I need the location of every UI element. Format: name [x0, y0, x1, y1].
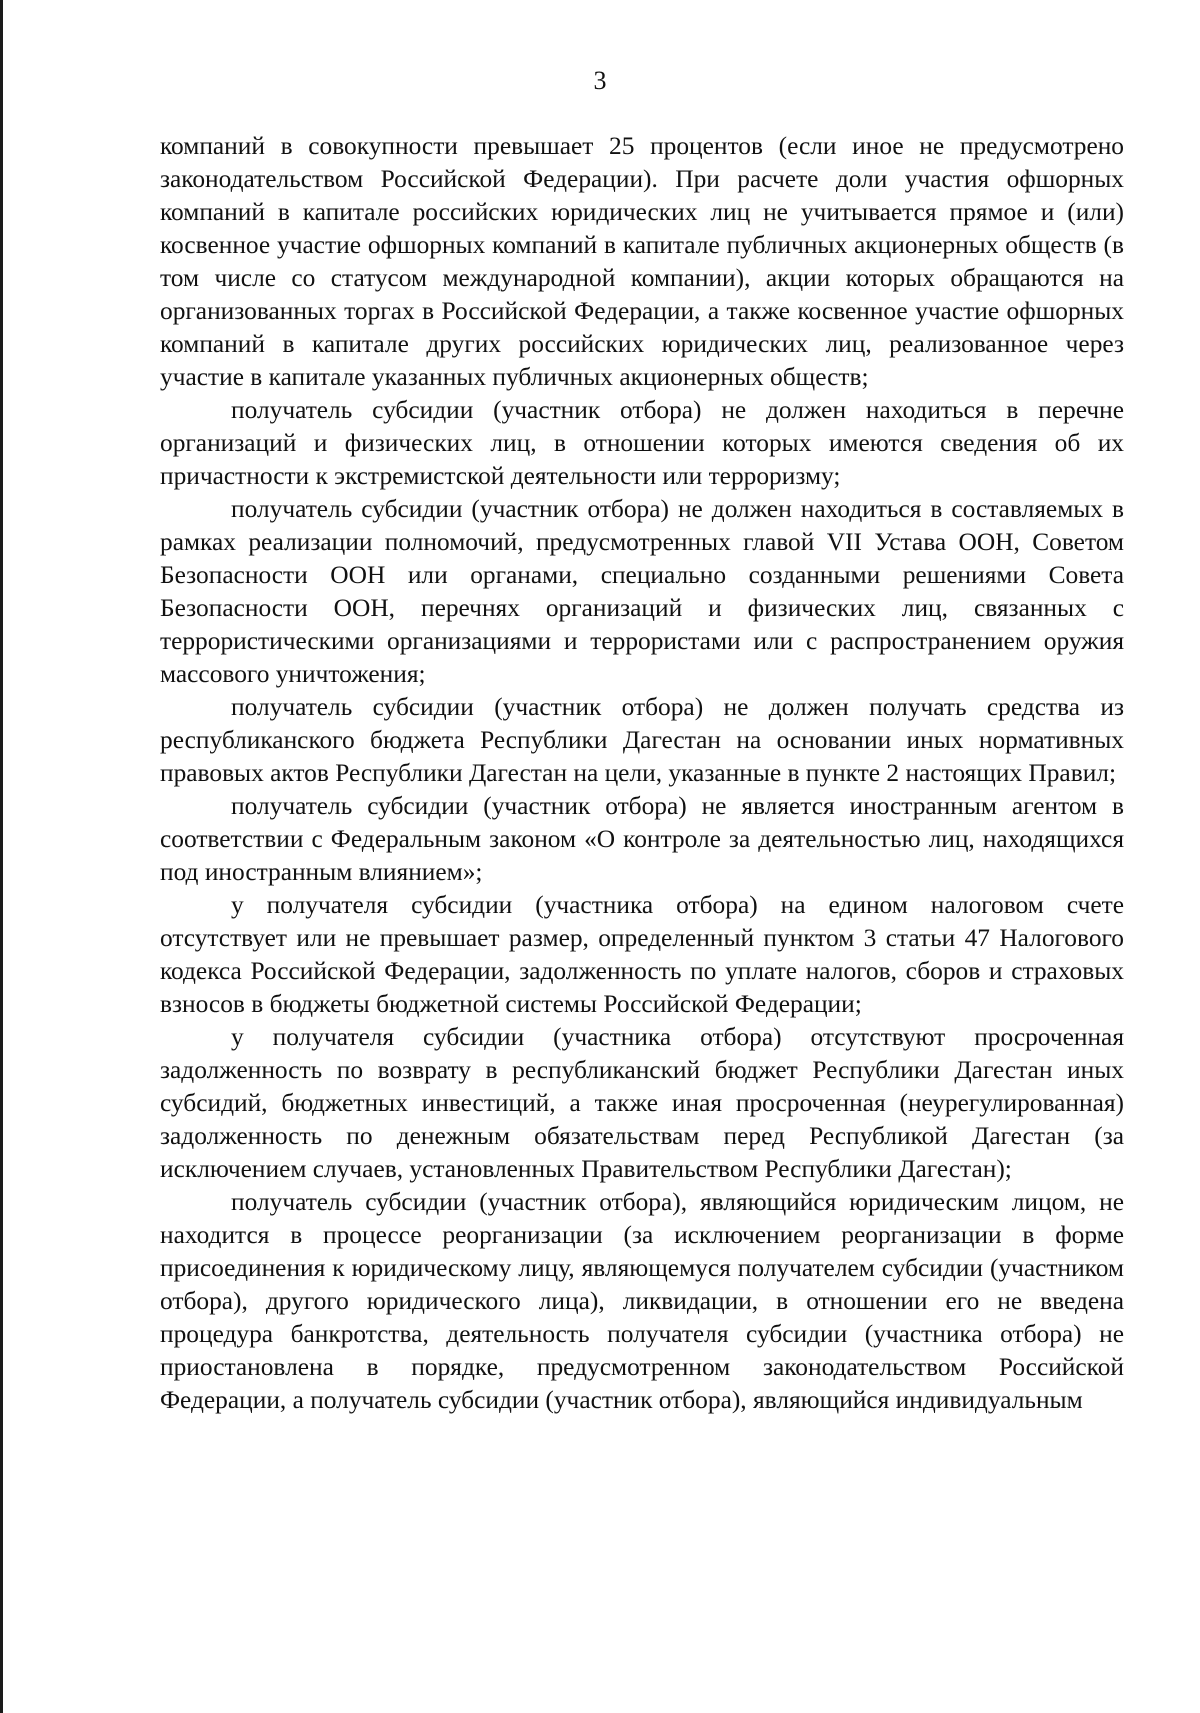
paragraph-reorganization: получатель субсидии (участник отбора), являющийся юридическим лицом, не находится в процессе реорганизации (за исключением реорганизации в форме присоединения к юридическому лицу, являющемуся получателем субсидии (участником отбора), другого юридического лица), ликвидации, в отношении его не введена процедура банкротства, деятельность получателя субсидии (участника отбора) не приостановлена в порядке, предусмотренном законодательством Российской Федерации, а получатель субсидии (участник отбора), являющийся индивидуальным: [160, 1188, 1124, 1414]
document-body: [160, 130, 1124, 1417]
page-number: 3: [593, 66, 607, 95]
paragraph-un-sanctions-list: получатель субсидии (участник отбора) не должен находиться в составляемых в рамках реализации полномочий, предусмотренных главой VII Устава ООН, Советом Безопасности ООН или органами, специально созданными решениями Совета Безопасности ООН, перечнях организаций и физических лиц, связанных с террористическими организациями и террористами или с распространением оружия массового уничтожения;: [160, 495, 1124, 688]
paragraph-foreign-agent: получатель субсидии (участник отбора) не является иностранным агентом в соответствии с Федеральным законом «О контроле за деятельностью лиц, находящихся под иностранным влиянием»;: [160, 792, 1124, 886]
paragraph-other-budget-funds: получатель субсидии (участник отбора) не должен получать средства из республиканского бюджета Республики Дагестан на основании иных нормативных правовых актов Республики Дагестан на цели, указанные в пункте 2 настоящих Правил;: [160, 693, 1124, 787]
paragraph-extremism-list: получатель субсидии (участник отбора) не должен находиться в перечне организаций и физических лиц, в отношении которых имеются сведения об их причастности к экстремистской деятельности или терроризму;: [160, 396, 1124, 490]
scan-edge: [0, 0, 3, 1713]
paragraph-continuation: компаний в совокупности превышает 25 процентов (если иное не предусмотрено законодательством Российской Федерации). При расчете доли участия офшорных компаний в капитале российских юридических лиц не учитывается прямое и (или) косвенное участие офшорных компаний в капитале публичных акционерных обществ (в том числе со статусом международной компании), акции которых обращаются на организованных торгах в Российской Федерации, а также косвенное участие офшорных компаний в капитале других российских юридических лиц, реализованное через участие в капитале указанных публичных акционерных обществ;: [160, 132, 1124, 391]
paragraph-tax-debt: у получателя субсидии (участника отбора) на едином налоговом счете отсутствует или не превышает размер, определенный пунктом 3 статьи 47 Налогового кодекса Российской Федерации, задолженность по уплате налогов, сборов и страховых взносов в бюджеты бюджетной системы Российской Федерации;: [160, 891, 1124, 1018]
paragraph-overdue-debt: у получателя субсидии (участника отбора) отсутствуют просроченная задолженность по возврату в республиканский бюджет Республики Дагестан иных субсидий, бюджетных инвестиций, а также иная просроченная (неурегулированная) задолженность по денежным обязательствам перед Республикой Дагестан (за исключением случаев, установленных Правительством Республики Дагестан);: [160, 1023, 1124, 1183]
